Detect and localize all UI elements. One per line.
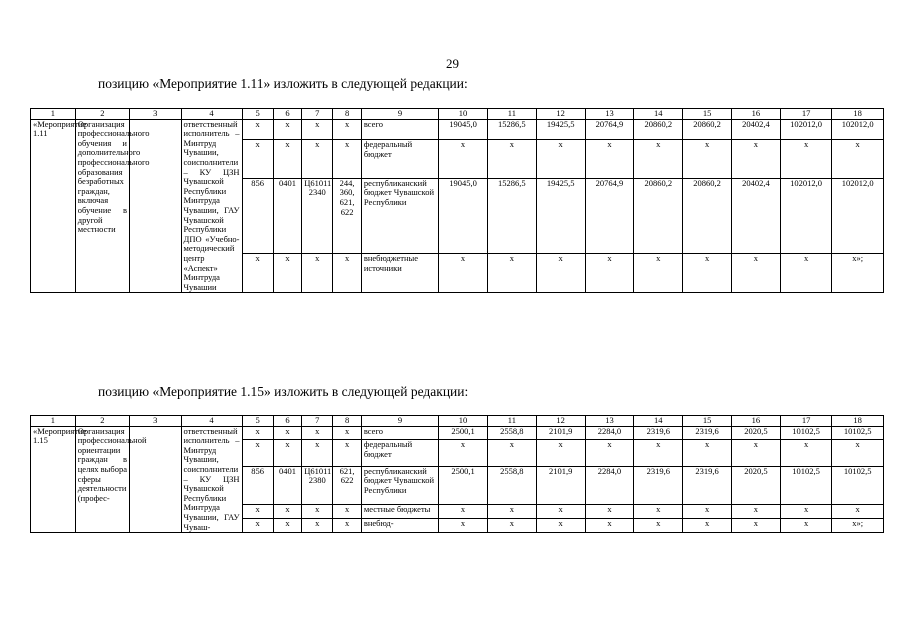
- grbs-code-cell: x: [242, 139, 273, 178]
- amount-cell: x: [536, 139, 585, 178]
- section-code-cell: x: [273, 254, 301, 293]
- column-number-row: [31, 416, 884, 427]
- amount-cell: x: [780, 440, 832, 466]
- expense-type-cell: x: [333, 139, 361, 178]
- target-article-cell: x: [302, 505, 333, 519]
- grbs-code-cell: x: [242, 505, 273, 519]
- section-code-cell: x: [273, 426, 301, 440]
- column-number: 12: [536, 416, 585, 427]
- amount-cell: x: [536, 505, 585, 519]
- amount-cell: 102012,0: [780, 178, 832, 254]
- amount-cell: x: [487, 519, 536, 533]
- column-number: 5: [242, 416, 273, 427]
- column-number: 6: [273, 109, 301, 120]
- amount-cell: x: [439, 254, 488, 293]
- grbs-code-cell: x: [242, 519, 273, 533]
- column-number-row: [31, 109, 884, 120]
- column-number: 14: [634, 416, 683, 427]
- target-article-cell: x: [302, 139, 333, 178]
- column-number: 2: [75, 416, 129, 427]
- column-number: 10: [439, 109, 488, 120]
- amount-cell: x: [439, 519, 488, 533]
- amount-cell: x: [585, 440, 634, 466]
- amount-cell: x: [487, 440, 536, 466]
- amount-cell: 2284,0: [585, 426, 634, 440]
- amount-cell: x: [732, 440, 781, 466]
- amount-cell: x: [585, 254, 634, 293]
- amount-cell: x: [634, 519, 683, 533]
- amount-cell: x: [832, 505, 884, 519]
- amount-cell: 2020,5: [732, 466, 781, 505]
- amount-cell: x: [780, 519, 832, 533]
- page-number: 29: [446, 56, 459, 71]
- amount-cell: 2500,1: [439, 426, 488, 440]
- column-number: 7: [302, 416, 333, 427]
- amount-cell: 2558,8: [487, 426, 536, 440]
- amount-cell: x: [439, 505, 488, 519]
- amount-cell: x: [536, 254, 585, 293]
- amount-cell: x: [536, 440, 585, 466]
- column-number: 17: [780, 109, 832, 120]
- expense-type-cell: x: [333, 254, 361, 293]
- column-number: 16: [732, 109, 781, 120]
- column-number: 3: [129, 109, 181, 120]
- amount-cell: x: [832, 139, 884, 178]
- target-article-cell: Ц61011 2380: [302, 466, 333, 505]
- amount-cell: 20860,2: [683, 178, 732, 254]
- column-number: 12: [536, 109, 585, 120]
- funding-source-cell: всего: [361, 426, 438, 440]
- amount-cell: x: [732, 505, 781, 519]
- amount-cell: 20402,4: [732, 119, 781, 139]
- amount-cell: x: [832, 440, 884, 466]
- grbs-code-cell: x: [242, 119, 273, 139]
- column-number: 15: [683, 416, 732, 427]
- amount-cell: 2101,9: [536, 426, 585, 440]
- target-article-cell: x: [302, 426, 333, 440]
- column-number: 11: [487, 416, 536, 427]
- amount-cell: x: [780, 139, 832, 178]
- target-article-cell: x: [302, 254, 333, 293]
- column-number: 7: [302, 109, 333, 120]
- amount-cell: 2101,9: [536, 466, 585, 505]
- amount-cell: x: [585, 139, 634, 178]
- amount-cell: x: [634, 440, 683, 466]
- funding-source-cell: республиканский бюджет Чувашской Республики: [361, 466, 438, 505]
- amount-cell: x: [683, 139, 732, 178]
- column-number: 17: [780, 416, 832, 427]
- target-article-cell: Ц61011 2340: [302, 178, 333, 254]
- amount-cell: 2500,1: [439, 466, 488, 505]
- amount-cell: 102012,0: [832, 119, 884, 139]
- funding-source-cell: федеральный бюджет: [361, 440, 438, 466]
- funding-source-cell: внебюджетные источники: [361, 254, 438, 293]
- section-code-cell: x: [273, 139, 301, 178]
- column-number: 18: [832, 416, 884, 427]
- amount-cell: 10102,5: [780, 426, 832, 440]
- amount-cell: 19425,5: [536, 119, 585, 139]
- column-number: 16: [732, 416, 781, 427]
- amount-cell: x: [732, 139, 781, 178]
- column-number: 14: [634, 109, 683, 120]
- amount-cell: 20860,2: [683, 119, 732, 139]
- amount-cell: x: [780, 505, 832, 519]
- amount-cell: x: [732, 254, 781, 293]
- expense-type-cell: x: [333, 426, 361, 440]
- amount-cell: 19045,0: [439, 119, 488, 139]
- amount-cell: 20402,4: [732, 178, 781, 254]
- target-article-cell: x: [302, 440, 333, 466]
- funding-source-cell: всего: [361, 119, 438, 139]
- section-code-cell: 0401: [273, 466, 301, 505]
- amount-cell: x: [487, 505, 536, 519]
- amount-cell: 102012,0: [832, 178, 884, 254]
- expense-type-cell: x: [333, 505, 361, 519]
- grbs-code-cell: 856: [242, 466, 273, 505]
- amount-cell: 19045,0: [439, 178, 488, 254]
- amount-cell: 20860,2: [634, 119, 683, 139]
- expense-type-cell: 244, 360, 621, 622: [333, 178, 361, 254]
- budget-table: [30, 108, 884, 293]
- expense-type-cell: x: [333, 519, 361, 533]
- table-row: [31, 119, 884, 139]
- measure-title-cell: Организация профессиональной ориентации граждан в целях выбора сферы деятельности (профес-: [75, 426, 129, 533]
- column-number: 2: [75, 109, 129, 120]
- column-number: 18: [832, 109, 884, 120]
- column-number: 6: [273, 416, 301, 427]
- section-code-cell: x: [273, 505, 301, 519]
- table-row: [31, 426, 884, 440]
- measure-number-cell: «Мероприятие 1.15: [31, 426, 76, 533]
- amount-cell: x: [732, 519, 781, 533]
- grbs-code-cell: 856: [242, 178, 273, 254]
- amount-cell: x: [683, 505, 732, 519]
- amount-cell: x: [780, 254, 832, 293]
- measure-number-cell: «Мероприятие 1.11: [31, 119, 76, 293]
- amount-cell: 2284,0: [585, 466, 634, 505]
- amount-cell: x: [585, 505, 634, 519]
- amount-cell: x: [683, 440, 732, 466]
- column-number: 4: [181, 416, 242, 427]
- column-number: 8: [333, 109, 361, 120]
- amount-cell: 10102,5: [832, 466, 884, 505]
- amount-cell: x: [487, 254, 536, 293]
- amount-cell: x: [439, 139, 488, 178]
- amount-cell: x: [585, 519, 634, 533]
- grbs-code-cell: x: [242, 426, 273, 440]
- target-article-cell: x: [302, 119, 333, 139]
- amount-cell: x: [683, 519, 732, 533]
- column-number: 3: [129, 416, 181, 427]
- column-number: 9: [361, 109, 438, 120]
- amount-cell: x: [487, 139, 536, 178]
- amount-cell: 20764,9: [585, 119, 634, 139]
- amount-cell: 19425,5: [536, 178, 585, 254]
- funding-source-cell: местные бюджеты: [361, 505, 438, 519]
- amount-cell: x: [634, 254, 683, 293]
- expense-type-cell: x: [333, 119, 361, 139]
- amount-cell: x»;: [832, 254, 884, 293]
- budget-table: [30, 415, 884, 533]
- amount-cell: 2319,6: [683, 466, 732, 505]
- target-article-cell: x: [302, 519, 333, 533]
- section-code-cell: 0401: [273, 178, 301, 254]
- executor-cell: ответственный исполнитель – Минтруд Чувашии, соисполнители – КУ ЦЗН Чувашской Республики Минтруда Чувашии, ГАУ Чувашской Республики ДПО «Учебно-методический центр «Аспект» Минтруда Чувашии: [181, 119, 242, 293]
- amount-cell: x: [536, 519, 585, 533]
- column-number: 1: [31, 109, 76, 120]
- column-number: 15: [683, 109, 732, 120]
- section-heading: позицию «Мероприятие 1.15» изложить в следующей редакции:: [98, 384, 469, 399]
- grbs-code-cell: x: [242, 440, 273, 466]
- amount-cell: x: [634, 505, 683, 519]
- column-number: 5: [242, 109, 273, 120]
- grbs-code-cell: x: [242, 254, 273, 293]
- section-heading: позицию «Мероприятие 1.11» изложить в следующей редакции:: [98, 76, 468, 91]
- amount-cell: 15286,5: [487, 119, 536, 139]
- column-number: 4: [181, 109, 242, 120]
- section-code-cell: x: [273, 519, 301, 533]
- amount-cell: 2319,6: [634, 466, 683, 505]
- column-number: 1: [31, 416, 76, 427]
- column-number: 13: [585, 109, 634, 120]
- amount-cell: 2020,5: [732, 426, 781, 440]
- empty-cell: [129, 119, 181, 293]
- funding-source-cell: республиканский бюджет Чувашской Республики: [361, 178, 438, 254]
- amount-cell: 10102,5: [780, 466, 832, 505]
- amount-cell: 2319,6: [634, 426, 683, 440]
- amount-cell: x: [439, 440, 488, 466]
- executor-cell: ответственный исполнитель – Минтруд Чувашии, соисполнители – КУ ЦЗН Чувашской Республики Минтруда Чувашии, ГАУ Чуваш-: [181, 426, 242, 533]
- expense-type-cell: x: [333, 440, 361, 466]
- measure-title-cell: Организация профессионального обучения и дополнительного профессионального образования безработных граждан, включая обучение в другой местности: [75, 119, 129, 293]
- funding-source-cell: федеральный бюджет: [361, 139, 438, 178]
- expense-type-cell: 621, 622: [333, 466, 361, 505]
- section-code-cell: x: [273, 119, 301, 139]
- column-number: 11: [487, 109, 536, 120]
- column-number: 9: [361, 416, 438, 427]
- amount-cell: x»;: [832, 519, 884, 533]
- amount-cell: 10102,5: [832, 426, 884, 440]
- amount-cell: 20764,9: [585, 178, 634, 254]
- amount-cell: x: [683, 254, 732, 293]
- amount-cell: x: [634, 139, 683, 178]
- funding-source-cell: внебюд-: [361, 519, 438, 533]
- column-number: 10: [439, 416, 488, 427]
- column-number: 8: [333, 416, 361, 427]
- amount-cell: 2558,8: [487, 466, 536, 505]
- section-code-cell: x: [273, 440, 301, 466]
- amount-cell: 2319,6: [683, 426, 732, 440]
- amount-cell: 102012,0: [780, 119, 832, 139]
- amount-cell: 15286,5: [487, 178, 536, 254]
- column-number: 13: [585, 416, 634, 427]
- amount-cell: 20860,2: [634, 178, 683, 254]
